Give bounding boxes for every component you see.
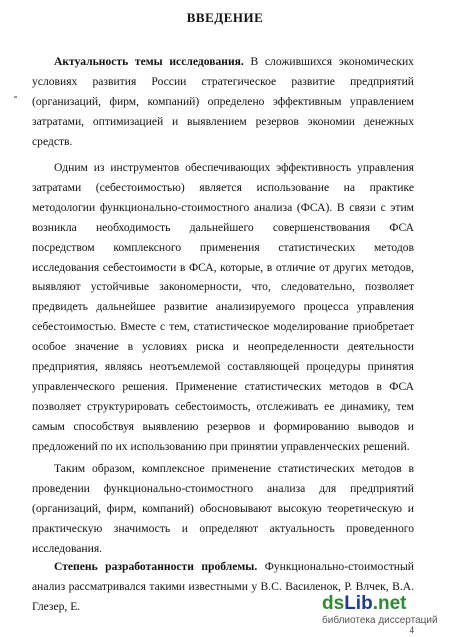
scan-mark: [14, 96, 17, 98]
page-number: 4: [409, 625, 414, 635]
paragraph-lead: Степень разработанности проблемы.: [54, 560, 258, 573]
paragraph-text: В сложившихся экономических условиях развития России стратегическое развитие предприятий (организаций, фирм, компаний) определено эффективным управлением затратами, оптимизацией и выявлением резервов экономии денежных средств.: [32, 55, 414, 148]
paragraph-text: Функционально-стоимостный анализ рассматривался такими известными у В.С. Василенок, Р. Влчек, В.А. Глезер, Е.: [32, 560, 414, 613]
page-title: ВВЕДЕНИЕ: [186, 10, 264, 25]
paragraph-conclusion: Таким образом, комплексное применение статистических методов в проведении функционально-стоимостного анализа для предприятий (организаций, фирм, компаний) обосновывают высокую теоретическую и практическую значимость и определяют актуальность проведенного исследования.: [32, 462, 414, 555]
paragraph-relevance: [32, 52, 414, 152]
paragraph-lead: Актуальность темы исследования.: [54, 55, 244, 68]
watermark-brand: dsLib.net: [322, 593, 407, 614]
watermark-subtitle: библиотека диссертаций: [322, 615, 438, 626]
watermark-logo: [322, 593, 440, 633]
paragraph-tools: Одним из инструментов обеспечивающих эффективность управления затратами (себестоимостью) является использование на практике методологии функционально-стоимостного анализа (ФСА). В связи с этим возникла необходимость дальнейшего совершенствования ФСА посредством комплексного применения статистических методов исследования себестоимости в ФСА, которые, в отличие от других методов, выявляют устойчивые закономерности, что, следовательно, позволяет предвидеть дальнейшее развитие анализируемого процесса управления себестоимостью. Вместе с тем, статистическое моделирование приобретает особое значение в условиях риска и неопределенности деятельности предприятия, являясь неотъемлемой составляющей процедуры принятия управленческого решения. Применение статистических методов в ФСА позволяет структурировать себестоимость, отслеживать ее динамику, тем самым способствуя выявлению резервов и формированию выводов и предложений по их использованию при принятии управленческих решений.: [32, 161, 414, 453]
